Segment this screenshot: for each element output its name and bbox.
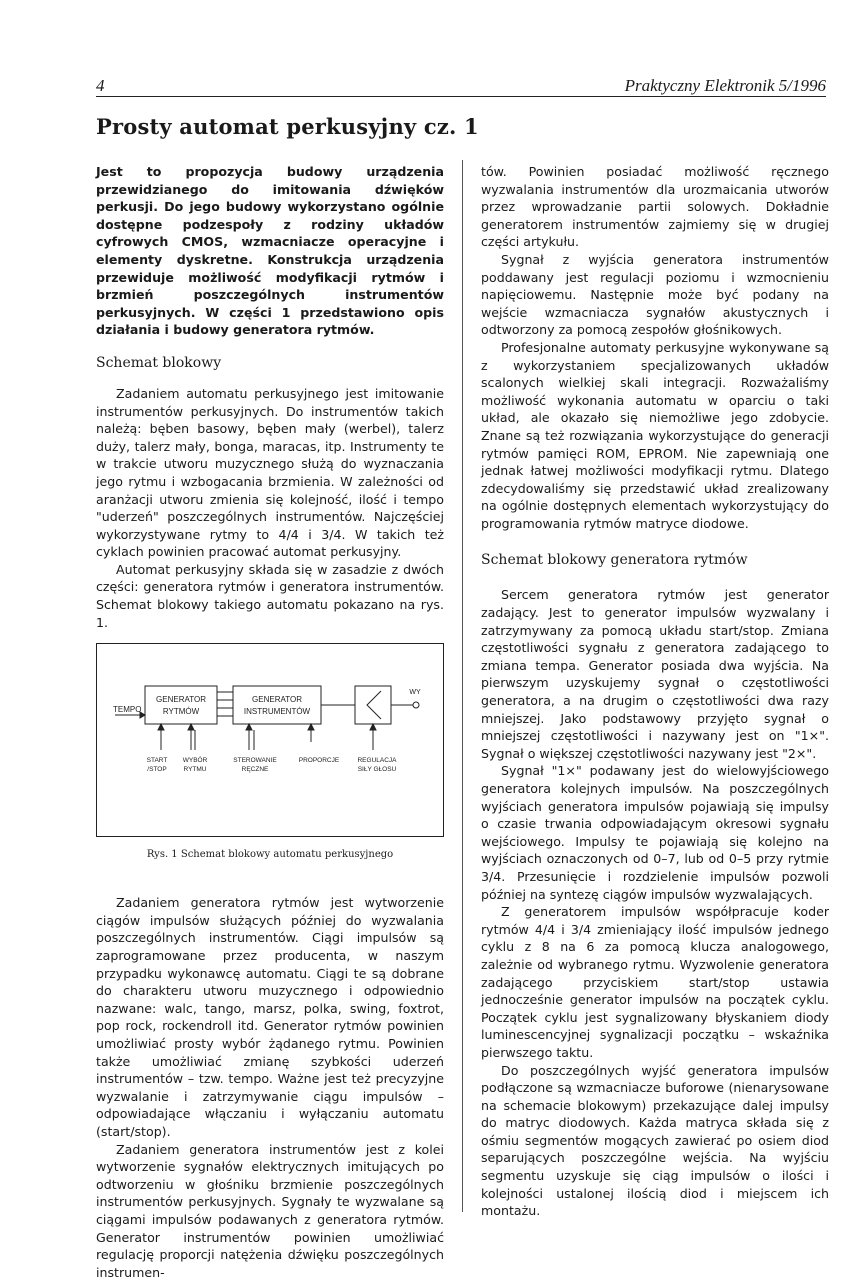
column-divider <box>462 160 463 1212</box>
sterowanie-label: RĘCZNE <box>241 766 269 774</box>
tempo-label: TEMPO <box>113 705 142 715</box>
section-title-generator-rytmow: Schemat blokowy generatora rytmów <box>481 552 748 569</box>
wybor-label: WYBÓR <box>182 757 208 765</box>
amplifier-block <box>355 686 391 724</box>
section-title-schemat-blokowy: Schemat blokowy <box>96 354 222 371</box>
block2-label: INSTRUMENTÓW <box>243 707 311 717</box>
lead-paragraph: Jest to propozycja budowy urządzenia przewidzianego do imitowania dźwięków perkusji. Do jego budowy wykorzystano ogólnie dostępne podzespoły z rodziny układów cyfrowych CMOS, wzmacniacze operacyjne i elementy dyskretne. Konstrukcja urządzenia przewiduje możliwość modyfikacji rytmów i brzmień poszczególnych instrumentów perkusyjnych. W części 1 przedstawiono opis działania i budowy generatora rytmów. <box>96 164 444 338</box>
page-header <box>96 74 826 97</box>
right-column <box>481 163 829 1220</box>
paragraph: tów. Powinien posiadać możliwość ręcznego wyzwalania instrumentów dla urozmaicania utworów przez wprowadzanie partii solowych. Dokładnie generatorem instrumentów zajmiemy się w drugiej części artykułu. <box>481 164 829 250</box>
paragraph: Sercem generatora rytmów jest generator zadający. Jest to generator impulsów wyzwalany i zatrzymywany za pomocą układu start/stop. Zmiana częstotliwości sygnału z generatora zadającego to zmiana tempa. Generator posiada dwa wyjścia. Na pierwszym uzyskujemy sygnał o częstotliwości generatora, a na drugim o częstotliwości dwa razy mniejszej. Jako podstawowy przyjęto sygnał o mniejszej częstotliwości i nazywany jest on "1×". Sygnał o większej częstotliwości nazywany jest "2×". <box>481 587 829 761</box>
left-column <box>96 163 444 1281</box>
output-terminal <box>413 702 419 708</box>
block-diagram-figure <box>96 643 444 837</box>
figure-caption: Rys. 1 Schemat blokowy automatu perkusyjnego <box>146 849 394 861</box>
paragraph: Sygnał "1×" podawany jest do wielowyjściowego generatora kolejnych impulsów. Na poszczególnych wyjściach generatora impulsów pojawiają się impulsy o czasie trwania odpowiadającym okresowi sygnału wejściowego. Impulsy te pojawiają się kolejno na wyjściach oznaczonych od 0–7, lub od 0–5 przy rytmie 3/4. Przesunięcie i rozdzielenie impulsów pozwoli później na syntezę ciągów impulsów wyzwalających. <box>481 763 829 902</box>
regulacja-label: REGULACJA <box>357 757 397 765</box>
paragraph: Sygnał z wyjścia generatora instrumentów poddawany jest regulacji poziomu i wzmocnieniu napięciowemu. Następnie może być podany na wejście wzmacniacza sygnałów akustycznych i odtworzony za pomocą zespołów głośnikowych. <box>481 251 829 338</box>
start-label: START <box>146 757 168 765</box>
paragraph: Do poszczególnych wyjść generatora impulsów podłączone są wzmacniacze buforowe (nienarysowane na schemacie blokowym) przekazujące dalej impulsy do matryc diodowych. Każda matryca składa się z ośmiu segmentów mogących zawierać po osiem diod separujących poszczególne wejścia. Na wyjściu segmentu uzyskuje się ciąg impulsów o ilości i kolejności ustalonej ilością diod i miejscem ich montażu. <box>481 1062 829 1219</box>
page-number: 4 <box>96 76 105 95</box>
paragraph: Zadaniem automatu perkusyjnego jest imitowanie instrumentów perkusyjnych. Do instrumentów takich należą: bęben basowy, bęben mały (werbel), talerz duży, talerz mały, bonga, maracas, itp. Instrumenty te w trakcie utworu muzycznego służą do wyznaczania jego rytmu i wzbogacania brzmienia. W zależności od aranżacji utworu zmienia się kolejność, ilość i tempo "uderzeń" poszczególnych instrumentów. Najczęściej wykorzystywane rytmy to 4/4 i 3/4. W takich też cyklach powinien pracować automat perkusyjny. <box>96 385 444 560</box>
proporcje-label: PROPORCJE <box>298 757 340 765</box>
generator-rytmow-block <box>145 686 217 724</box>
paragraph: Z generatorem impulsów współpracuje koder rytmów 4/4 i 3/4 zmieniający ilość impulsów jednego cyklu z 8 na 6 za pomocą klucza analogowego, zależnie od wybranego rytmu. Wyzwolenie generatora zadającego przyciskiem start/stop ustawia jednocześnie generator impulsów na początek cyklu. Początek cyklu jest sygnalizowany błyskaniem diody luminescencyjnej sygnalizacji początku – wskaźnika pierwszego taktu. <box>481 904 829 1060</box>
block1-label: GENERATOR <box>156 695 206 705</box>
paragraph: Zadaniem generatora instrumentów jest z kolei wytworzenie sygnałów elektrycznych imitujących po odtworzeniu w głośniku brzmienie poszczególnych instrumentów perkusyjnych. Sygnały te wyzwalane są ciągami impulsów podawanych z generatora rytmów. Generator instrumentów powinien umożliwiać regulację proporcji natężenia dźwięku poszczególnych instrumen- <box>96 1141 444 1280</box>
journal-title: Praktyczny Elektronik 5/1996 <box>624 76 826 95</box>
wybor-label: RYTMU <box>183 766 207 774</box>
paragraph: Automat perkusyjny składa się w zasadzie z dwóch części: generatora rytmów i generatora instrumentów. Schemat blokowy takiego automatu pokazano na rys. 1. <box>96 561 444 630</box>
output-label: WY <box>409 689 421 697</box>
article-title: Prosty automat perkusyjny cz. 1 <box>96 114 479 139</box>
sterowanie-label: STEROWANIE <box>233 757 277 765</box>
block-diagram <box>97 644 443 836</box>
block1-label: RYTMÓW <box>162 707 200 717</box>
block2-label: GENERATOR <box>252 695 302 705</box>
generator-instrumentow-block <box>233 686 321 724</box>
paragraph: Profesjonalne automaty perkusyjne wykonywane są z wykorzystaniem specjalizowanych układów scalonych wielkiej skali integracji. Rozważaliśmy możliwość wykonania automatu w oparciu o taki układ, ale okazało się niemożliwe jego zdobycie. Znane są też rozwiązania wykorzystujące do generacji rytmów pamięci ROM, EPROM. Nie zapewniają one jednak łatwej możliwości modyfikacji rytmu. Dlatego zdecydowaliśmy się przedstawić układ zrealizowany na ogólnie dostępnych elementach wykorzystujący do programowania rytmów matryce diodowe. <box>481 339 829 531</box>
start-label: /STOP <box>147 766 167 774</box>
paragraph: Zadaniem generatora rytmów jest wytworzenie ciągów impulsów służących później do wyzwalania poszczególnych instrumentów. Ciągi impulsów są zaprogramowane przez producenta, w naszym przypadku wykonawcę automatu. Ciągi te są dobrane do charakteru utworu muzycznego i odpowiednio nazwane: walc, tango, marsz, polka, swing, foxtrot, pop rock, rockendroll itd. Generator rytmów powinien umożliwiać prosty wybór żądanego rytmu. Powinien także umożliwiać zmianę szybkości uderzeń instrumentów – tzw. tempo. Ważne jest też precyzyjne wyzwalanie i zatrzymywanie ciągu impulsów – odpowiadające włączaniu i wyłączaniu automatu (start/stop). <box>96 895 444 1139</box>
regulacja-label: SIŁY GŁOSU <box>357 766 397 774</box>
